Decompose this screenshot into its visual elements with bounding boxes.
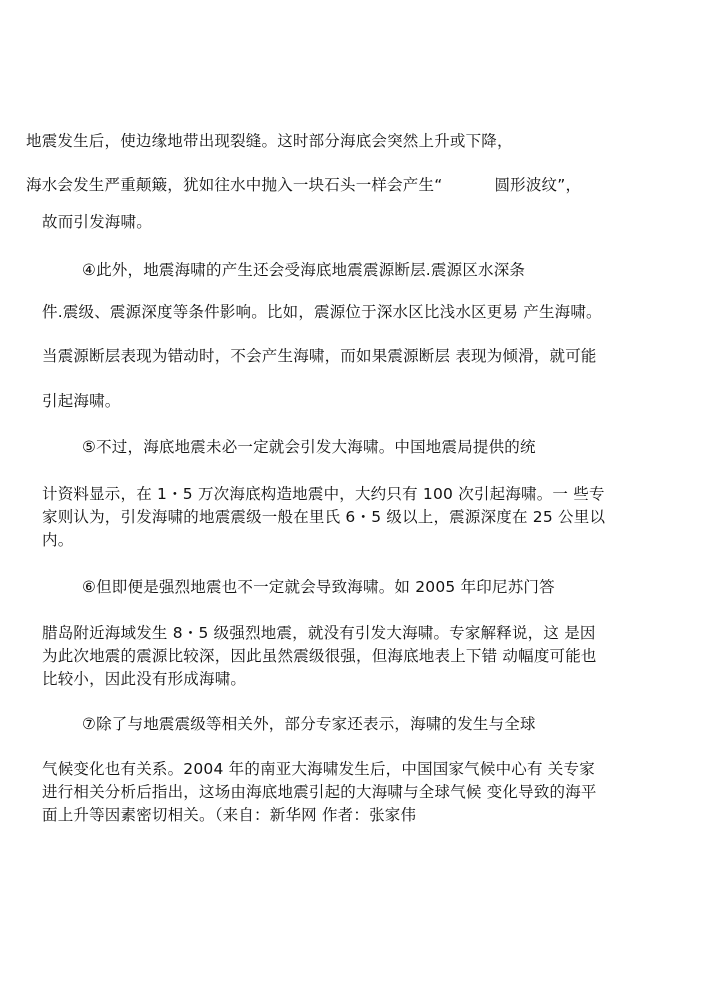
- paragraph-4-line-1: ④此外，地震海啸的产生还会受海底地震震源断层.震源区水深条: [82, 261, 526, 279]
- paragraph-7-line-4: 面上升等因素密切相关。（来自：新华网 作者：张家伟: [42, 806, 417, 824]
- paragraph-3-line-3: 故而引发海啸。: [42, 213, 152, 231]
- paragraph-5-line-3: 家则认为，引发海啸的地震震级一般在里氏 6・5 级以上，震源深度在 25 公里以: [42, 508, 606, 526]
- paragraph-3-line-2-text: 海水会发生严重颠簸，犹如往水中抛入一块石头一样会产生“: [26, 176, 443, 194]
- paragraph-5-line-2: 计资料显示，在 1・5 万次海底构造地震中，大约只有 100 次引起海啸。一 些专: [42, 485, 605, 503]
- paragraph-4-line-4: 引起海啸。: [42, 392, 121, 410]
- paragraph-7-line-2: 气候变化也有关系。2004 年的南亚大海啸发生后，中国国家气候中心有 关专家: [42, 760, 595, 778]
- paragraph-6-line-4: 比较小，因此没有形成海啸。: [42, 670, 247, 688]
- paragraph-6-line-2: 腊岛附近海域发生 8・5 级强烈地震，就没有引发大海啸。专家解释说，这 是因: [42, 624, 596, 642]
- paragraph-5-line-4: 内。: [42, 531, 74, 549]
- paragraph-6-line-1: ⑥但即便是强烈地震也不一定就会导致海啸。如 2005 年印尼苏门答: [82, 578, 555, 596]
- paragraph-7-line-3: 进行相关分析后指出，这场由海底地震引起的大海啸与全球气候 变化导致的海平: [42, 783, 597, 801]
- paragraph-5-line-1: ⑤不过，海底地震未必一定就会引发大海啸。中国地震局提供的统: [82, 438, 536, 456]
- paragraph-3-line-2-quote: 圆形波纹”，: [494, 176, 582, 194]
- paragraph-7-line-1: ⑦除了与地震震级等相关外，部分专家还表示，海啸的发生与全球: [82, 715, 536, 733]
- paragraph-6-line-3: 为此次地震的震源比较深，因此虽然震级很强，但海底地表上下错 动幅度可能也: [42, 647, 597, 665]
- paragraph-4-line-3: 当震源断层表现为错动时，不会产生海啸，而如果震源断层 表现为倾滑，就可能: [42, 347, 597, 365]
- paragraph-3-line-1: 地震发生后，使边缘地带出现裂缝。这时部分海底会突然上升或下降，: [26, 132, 513, 150]
- paragraph-3-line-2: [26, 175, 581, 195]
- paragraph-4-line-2: 件.震级、震源深度等条件影响。比如，震源位于深水区比浅水区更易 产生海啸。: [42, 303, 602, 321]
